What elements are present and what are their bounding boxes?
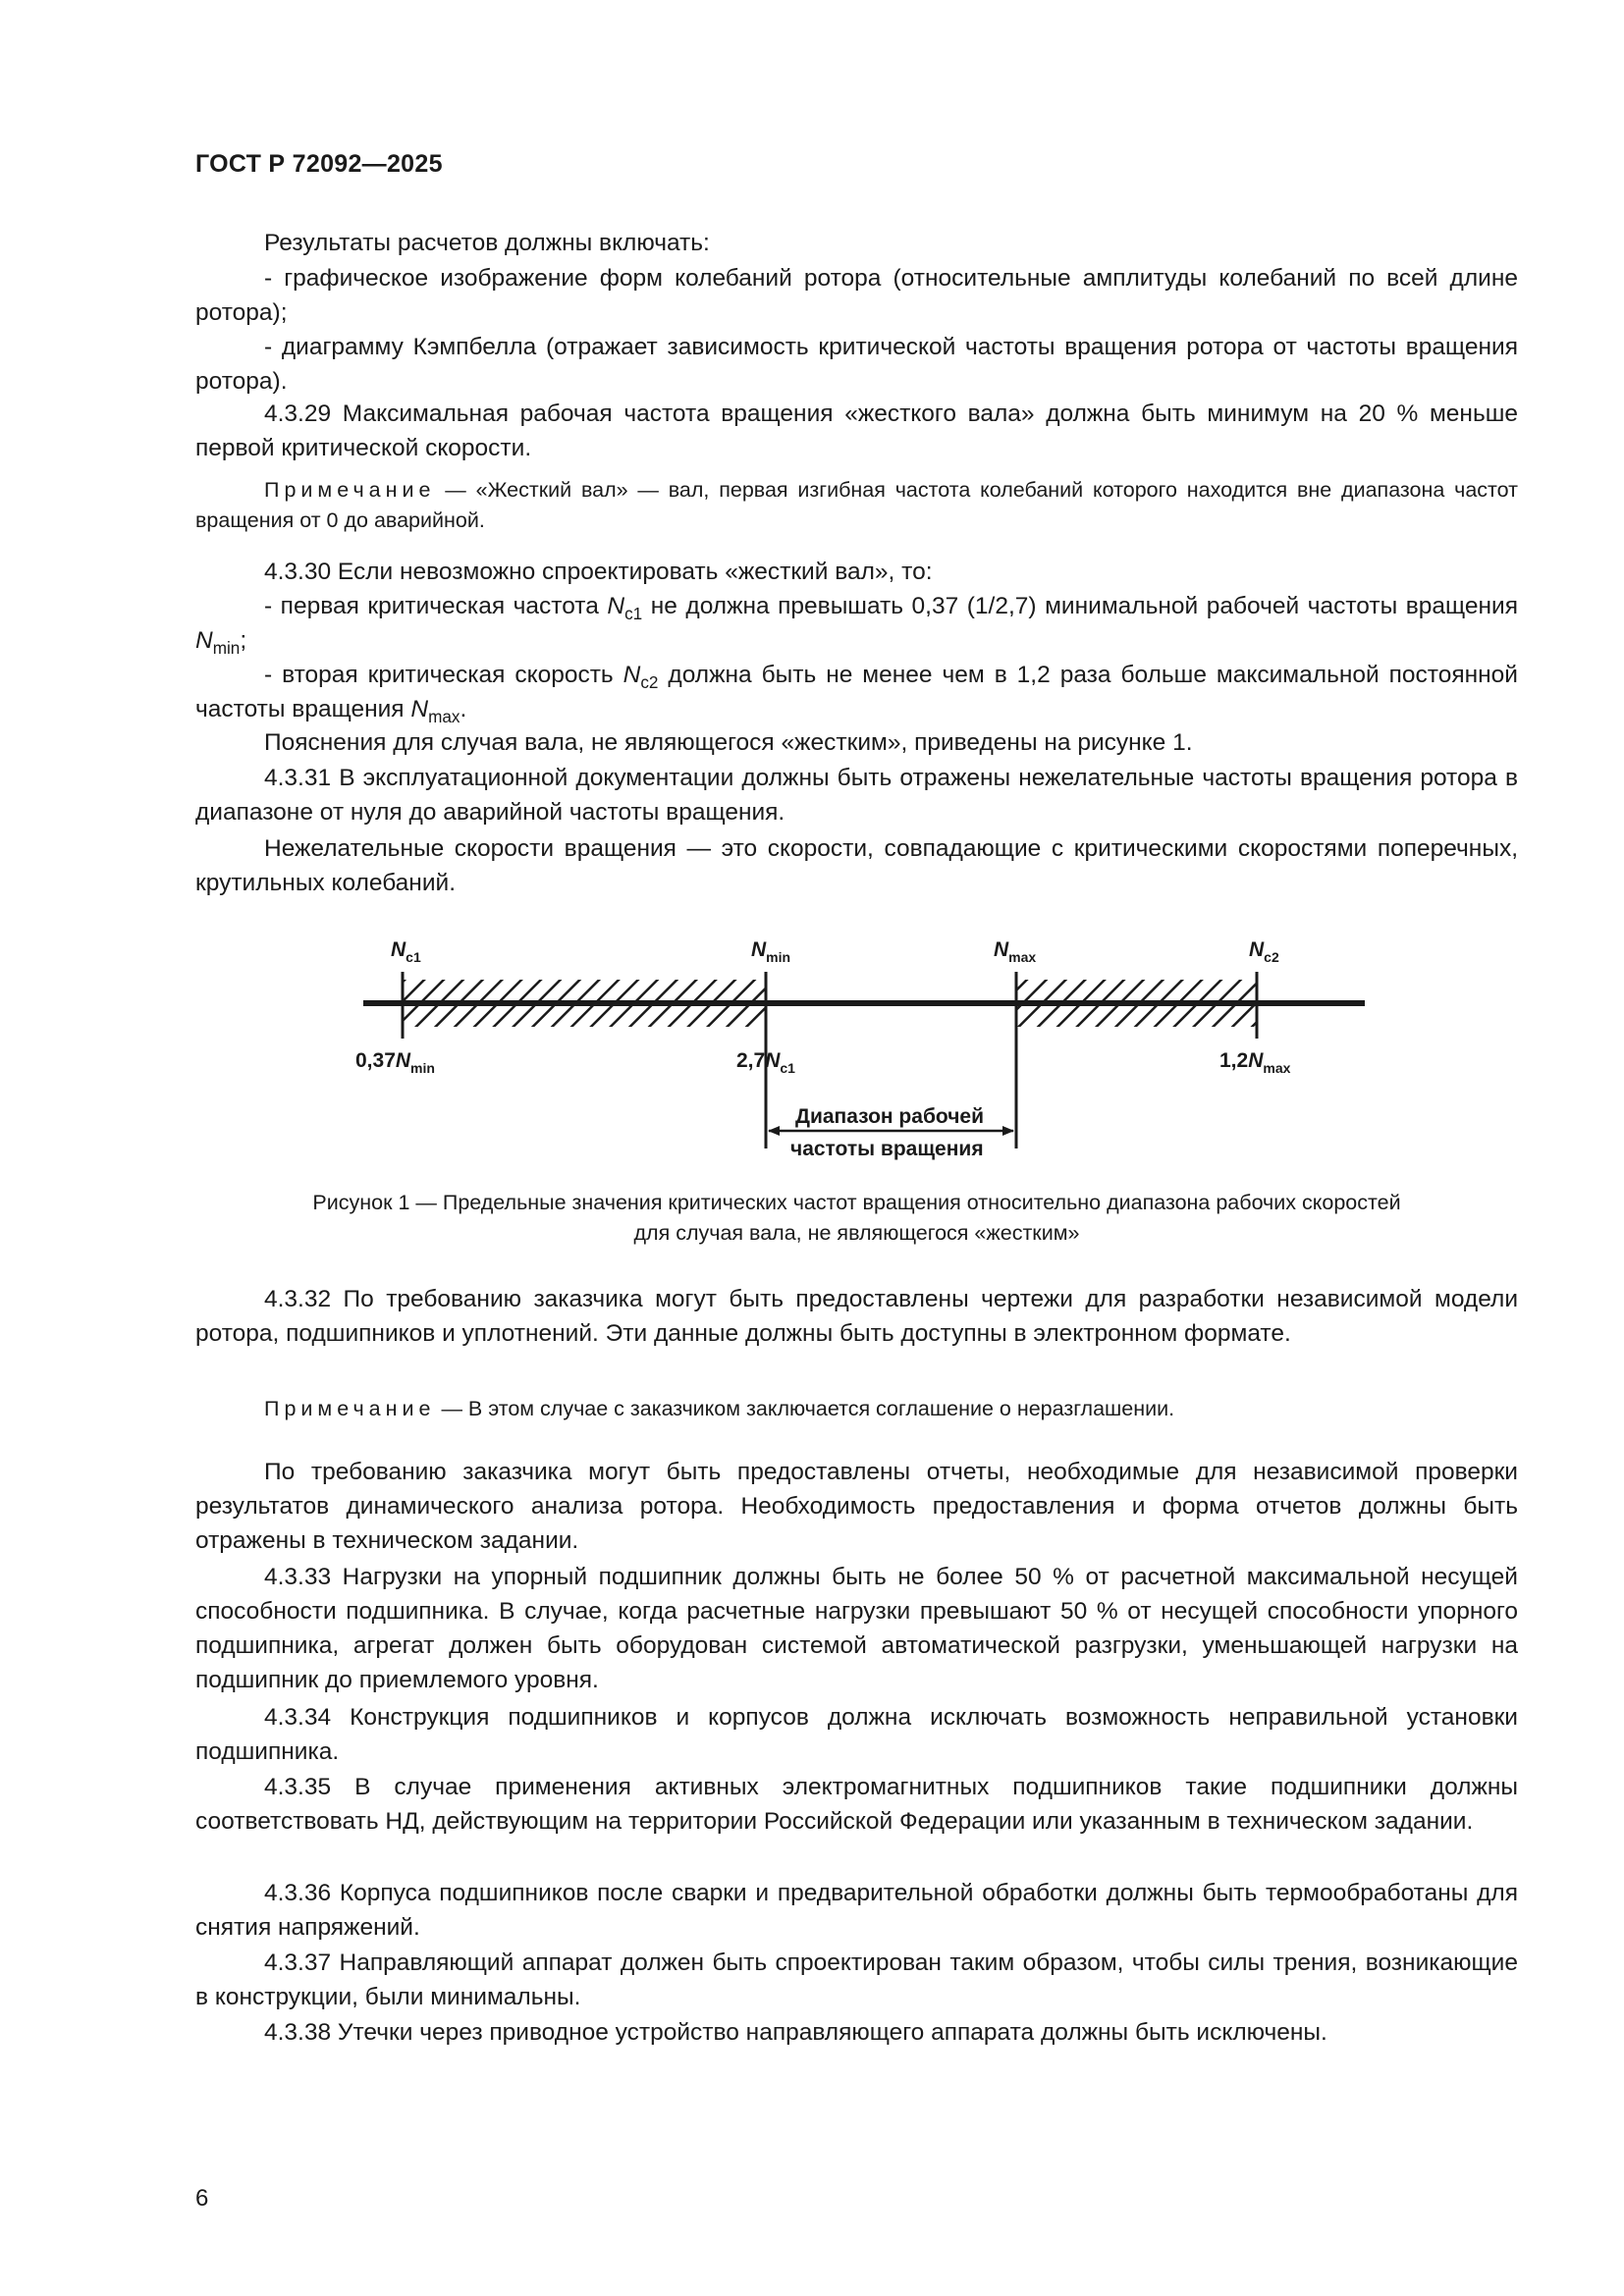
page-number: 6 (195, 2185, 209, 2212)
figure-1-diagram (334, 913, 1375, 1178)
note-text: — В этом случае с заказчиком заключается соглашение о неразглашении. (441, 1397, 1175, 1420)
paragraph-4-3-31-continued: Нежелательные скорости вращения — это скорости, совпадающие с критическими скоростями поперечных, крутильных колебаний. (195, 835, 1518, 896)
document-header: ГОСТ Р 72092—2025 (195, 150, 443, 178)
note-2 (195, 1394, 1518, 1424)
operating-range-label-2: частоты вращения (790, 1138, 984, 1160)
operating-range-label-1: Диапазон рабочей (795, 1105, 984, 1128)
note-1 (195, 475, 1518, 536)
paragraph-4-3-29: 4.3.29 Максимальная рабочая частота вращения «жесткого вала» должна быть минимум на 20 % меньше первой критической скорости. (195, 400, 1518, 461)
results-bullet-1: - графическое изображение форм колебаний ротора (относительные амплитуды колебаний по всей длине ротора); (195, 265, 1518, 326)
paragraph-4-3-35: 4.3.35 В случае применения активных электромагнитных подшипников такие подшипники должны соответствовать НД, действующим на территории Российской Федерации или указанным в техническом задании. (195, 1774, 1518, 1835)
label-nc1: $N_{c1}$ (391, 938, 421, 965)
results-intro: Результаты расчетов должны включать: (264, 230, 710, 256)
paragraph-4-3-38: 4.3.38 Утечки через приводное устройство направляющего аппарата должны быть исключены. (264, 2019, 1327, 2046)
label-nmin: $N_{min}$ (751, 938, 791, 965)
label-27-nc1: $2,7N_{c1}$ (736, 1049, 795, 1076)
label-nc2: $N_{c2}$ (1249, 938, 1279, 965)
paragraph-4-3-30-explanation: Пояснения для случая вала, не являющегося «жестким», приведены на рисунке 1. (264, 729, 1193, 756)
figure-caption-line-1: Рисунок 1 — Предельные значения критических частот вращения относительно диапазона рабочих скоростей (312, 1191, 1401, 1214)
paragraph-4-3-32: 4.3.32 По требованию заказчика могут быть предоставлены чертежи для разработки независимой модели ротора, подшипников и уплотнений. Эти данные должны быть доступны в электронном формате. (195, 1286, 1518, 1347)
label-12-nmax: $1,2N_{max}$ (1219, 1049, 1291, 1076)
paragraph-4-3-31: 4.3.31 В эксплуатационной документации должны быть отражены нежелательные частоты вращения ротора в диапазоне от нуля до аварийной частоты вращения. (195, 765, 1518, 826)
paragraph-4-3-36: 4.3.36 Корпуса подшипников после сварки и предварительной обработки должны быть термообработаны для снятия напряжений. (195, 1880, 1518, 1941)
paragraph-reports: По требованию заказчика могут быть предоставлены отчеты, необходимые для независимой проверки результатов динамического анализа ротора. Необходимость предоставления и форма отчетов должны быть отражены в техническом задании. (195, 1459, 1518, 1554)
paragraph-4-3-33: 4.3.33 Нагрузки на упорный подшипник должны быть не более 50 % от расчетной максимальной несущей способности подшипника. В случае, когда расчетные нагрузки превышают 50 % от несущей способности упорного подшипника, агрегат должен быть оборудован системой автоматической разгрузки, уменьшающей нагрузки на подшипник до приемлемого уровня. (195, 1564, 1518, 1693)
paragraph-4-3-30-bullet-2: - вторая критическая скорость $N_{c2}$ должна быть не менее чем в 1,2 раза больше максимальной постоянной частоты вращения $N_{max}$. (195, 662, 1518, 726)
paragraph-4-3-37: 4.3.37 Направляющий аппарат должен быть спроектирован таким образом, чтобы силы трения, возникающие в конструкции, были минимальны. (195, 1949, 1518, 2010)
note-text: — «Жесткий вал» — вал, первая изгибная частота колебаний которого находится вне диапазона частот вращения от 0 до аварийной. (195, 478, 1518, 532)
label-037-nmin: $0,37N_{min}$ (355, 1049, 435, 1076)
paragraph-4-3-30-bullet-1: - первая критическая частота $N_{c1}$ не должна превышать 0,37 (1/2,7) минимальной рабочей частоты вращения $N_{min}$; (195, 593, 1518, 658)
note-label: Примечание (264, 478, 436, 502)
results-bullet-2: - диаграмму Кэмпбелла (отражает зависимость критической частоты вращения ротора от частоты вращения ротора). (195, 334, 1518, 395)
paragraph-4-3-34: 4.3.34 Конструкция подшипников и корпусов должна исключать возможность неправильной установки подшипника. (195, 1704, 1518, 1765)
note-label: Примечание (264, 1397, 436, 1420)
paragraph-4-3-30-intro: 4.3.30 Если невозможно спроектировать «жесткий вал», то: (264, 559, 933, 585)
figure-caption-line-2: для случая вала, не являющегося «жестким» (633, 1221, 1080, 1245)
label-nmax: $N_{max}$ (994, 938, 1037, 965)
